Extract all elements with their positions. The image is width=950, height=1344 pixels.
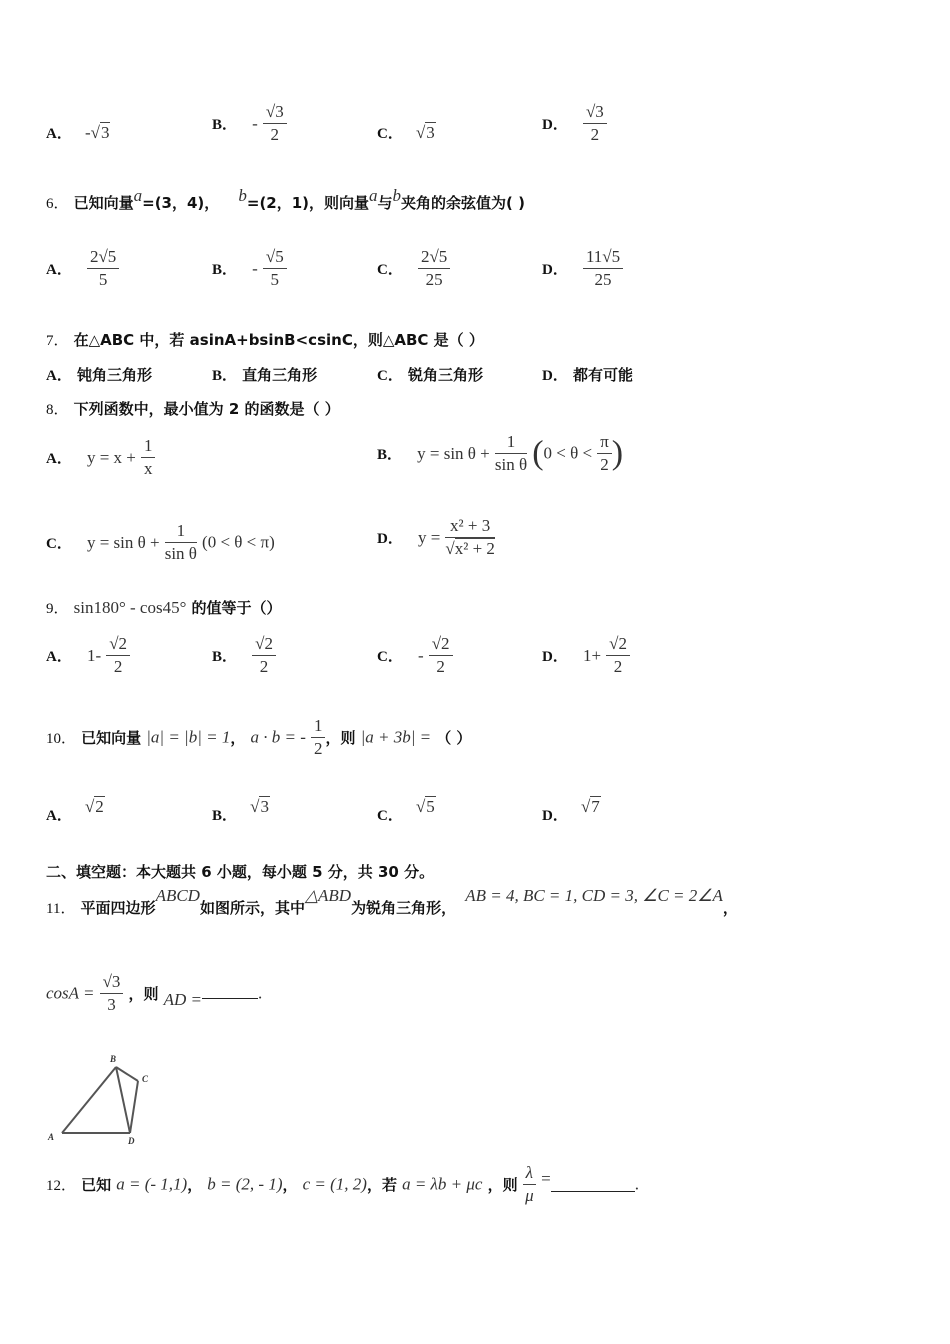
option-label: A． xyxy=(46,368,72,384)
q6-option-c xyxy=(377,247,450,290)
option-label: C． xyxy=(377,649,403,665)
option-label: A． xyxy=(46,808,72,824)
stem-text: 夹角的余弦值为( ) xyxy=(401,194,525,212)
condition: (0 < θ < π) xyxy=(202,532,275,552)
q9-option-b xyxy=(212,634,276,677)
vector-b: b xyxy=(238,186,247,205)
stem-text: 为锐角三角形， xyxy=(351,899,457,917)
condition-1: |a| = |b| = 1 xyxy=(146,727,231,747)
q11-stem xyxy=(46,885,738,917)
fraction: $\frac{√2}{2}$ xyxy=(252,634,276,677)
option-label: D． xyxy=(542,368,568,384)
q8-option-d xyxy=(377,516,495,559)
vector-a: a xyxy=(133,186,143,205)
option-label: A． xyxy=(46,262,72,278)
prefix: - xyxy=(417,645,424,665)
question-number: 12． xyxy=(46,1178,77,1194)
sign: - xyxy=(84,123,91,142)
sqrt: √3 xyxy=(90,123,110,142)
question-number: 7． xyxy=(46,333,69,349)
q6-stem xyxy=(46,186,525,213)
fraction: $\frac{√2}{2}$ xyxy=(429,634,453,677)
fraction: $\frac{1}{\text{sin θ}}$ xyxy=(164,521,197,563)
q10-stem: 10． 已知向量 |a| = |b| = 1， a · b = - $\frac{1}{2}$ ，则 |a + 3b| = （ ） xyxy=(46,716,472,758)
q9-stem xyxy=(46,597,281,618)
stem-text: =(3，4)， xyxy=(142,194,220,212)
q10-option-a xyxy=(46,797,105,825)
q5-option-a xyxy=(46,122,110,143)
option-label: C． xyxy=(377,808,403,824)
answer-blank[interactable] xyxy=(551,1177,635,1192)
vertex-label-a: A xyxy=(48,1132,55,1142)
sqrt: √3 xyxy=(415,123,435,142)
vertex-label-d: D xyxy=(128,1136,135,1146)
q6-option-b xyxy=(212,247,287,290)
option-label: A． xyxy=(46,451,72,467)
sqrt: √3 xyxy=(250,797,269,816)
prefix: 1- xyxy=(86,645,102,665)
q7-option-a xyxy=(46,364,152,385)
question-number: 8． xyxy=(46,402,69,418)
sign: - xyxy=(252,113,258,133)
q7-option-d xyxy=(542,364,633,385)
question-number: 11． xyxy=(46,901,76,917)
fraction: $\frac{√3}{2}$ xyxy=(583,102,607,145)
formula-lhs: y = sin θ + xyxy=(86,532,160,552)
q8-stem xyxy=(46,398,340,419)
edge-ab xyxy=(62,1067,116,1133)
edge-cd xyxy=(130,1081,138,1133)
q10-option-d xyxy=(542,797,601,825)
option-label: B． xyxy=(212,117,238,133)
fraction: $\frac{√3}{2}$ xyxy=(263,102,287,145)
answer-blank[interactable] xyxy=(202,988,258,999)
stem-text: 已知向量 xyxy=(81,729,142,747)
option-label: B． xyxy=(377,447,403,463)
equals: = xyxy=(541,1168,551,1188)
triangle-name: △ABD xyxy=(304,886,352,905)
q5-option-c xyxy=(377,122,436,143)
stem-text: ， xyxy=(187,1176,203,1194)
q12-stem xyxy=(46,1163,639,1206)
option-label: C． xyxy=(377,368,403,384)
stem-text: 已知向量 xyxy=(73,194,134,212)
expression: sin180° - cos45° xyxy=(73,598,187,617)
question-number: 9． xyxy=(46,601,69,617)
relation: a = λb + μc xyxy=(402,1174,483,1194)
stem-text: 的值等于（） xyxy=(191,599,282,617)
stem-text: ，则 xyxy=(128,985,159,1003)
stem-text: ，则 xyxy=(325,729,356,747)
option-label: A． xyxy=(46,126,72,142)
q6-option-d xyxy=(542,247,623,290)
option-label: D． xyxy=(377,531,403,547)
q7-stem xyxy=(46,329,484,350)
vertex-label-c: C xyxy=(142,1074,149,1084)
stem-text: ，则 xyxy=(487,1176,518,1194)
q11-cos xyxy=(46,972,262,1015)
stem-text: 与 xyxy=(377,194,393,212)
q5-option-b xyxy=(212,102,287,145)
question-number: 6． xyxy=(46,196,69,212)
vector-b: b xyxy=(392,186,402,205)
fraction: $\frac{√5}{5}$ xyxy=(263,247,287,290)
q8-option-b: B． y = sin θ + $\frac{1}{\text{sin θ}}$ (0 < θ < $\frac{\pi}{2}$ ) xyxy=(377,432,624,474)
question-target: AD = xyxy=(163,989,202,1009)
sqrt: √7 xyxy=(580,797,600,816)
q9-option-a xyxy=(46,634,130,677)
formula-lhs: y = sin θ + xyxy=(417,443,490,463)
q9-option-c xyxy=(377,634,453,677)
q7-option-c xyxy=(377,364,483,385)
option-label: A． xyxy=(46,649,72,665)
edge-bd xyxy=(116,1067,130,1133)
stem-text: 下列函数中，最小值为 2 的函数是（ ） xyxy=(73,400,340,418)
option-text: 钝角三角形 xyxy=(76,366,152,384)
fraction: $\frac{\lambda}{\mu}$ xyxy=(523,1163,536,1206)
stem-text: ， xyxy=(722,899,738,917)
vector-c-def: c = (1, 2) xyxy=(302,1174,367,1194)
fraction: $\frac{11√5}{25}$ xyxy=(583,247,623,290)
option-label: C． xyxy=(46,536,72,552)
option-label: D． xyxy=(542,117,568,133)
q10-option-b xyxy=(212,797,270,825)
option-text: 都有可能 xyxy=(572,366,633,384)
q8-option-a xyxy=(46,436,155,479)
given-conditions: AB = 4, BC = 1, CD = 3, ∠C = 2∠A xyxy=(465,886,723,905)
formula-lhs: y = xyxy=(417,527,441,547)
q10-option-c xyxy=(377,797,436,825)
option-text: 直角三角形 xyxy=(242,366,318,384)
q7-option-b xyxy=(212,364,317,385)
fraction: $\frac{1}{x}$ xyxy=(141,436,156,479)
condition: 0 < θ < xyxy=(543,443,593,463)
option-label: D． xyxy=(542,808,568,824)
fraction: $\frac{1}{2}$ xyxy=(311,716,326,759)
option-label: D． xyxy=(542,649,568,665)
quadrilateral-figure xyxy=(44,1050,164,1150)
fraction: $\frac{\pi}{2}$ xyxy=(597,432,612,475)
option-label: B． xyxy=(212,649,238,665)
option-label: B． xyxy=(212,368,238,384)
stem-text: 平面四边形 xyxy=(80,899,156,917)
option-label: C． xyxy=(377,262,403,278)
prefix: 1+ xyxy=(582,645,602,665)
condition-2: a · b = - xyxy=(250,727,306,747)
fraction: $\frac{√3}{3}$ xyxy=(100,972,124,1015)
stem-text: ，若 xyxy=(366,1176,397,1194)
stem-text: ， xyxy=(282,1176,298,1194)
fraction: $\frac{1}{\text{sin θ}}$ xyxy=(494,432,528,474)
option-label: B． xyxy=(212,808,238,824)
question-number: 10． xyxy=(46,731,77,747)
stem-text: 如图所示，其中 xyxy=(199,899,305,917)
formula-lhs: y = x + xyxy=(86,447,136,467)
option-label: D． xyxy=(542,262,568,278)
cos-expression: cosA = xyxy=(46,983,95,1003)
q5-option-d xyxy=(542,102,607,145)
option-label: C． xyxy=(377,126,403,142)
vector-a-def: a = (- 1,1) xyxy=(116,1174,188,1194)
vector-a: a xyxy=(369,186,378,205)
sign: - xyxy=(252,258,258,278)
fraction: $\frac{2√5}{25}$ xyxy=(418,247,450,290)
q9-option-d xyxy=(542,634,630,677)
section-heading: 二、填空题：本大题共 6 小题，每小题 5 分，共 30 分。 xyxy=(46,863,435,881)
fraction: $\frac{√2}{2}$ xyxy=(106,634,130,677)
stem-text: =(2，1)，则向量 xyxy=(246,194,370,212)
option-label: B． xyxy=(212,262,238,278)
q8-option-c xyxy=(46,521,275,564)
sqrt: √2 xyxy=(84,797,104,816)
stem-text: 已知 xyxy=(81,1176,112,1194)
fraction: $\frac{√2}{2}$ xyxy=(606,634,630,677)
quadrilateral-name: ABCD xyxy=(155,886,200,905)
sqrt: √5 xyxy=(415,797,435,816)
fraction: $\frac{\text{x² + 3}}{\text{√x² + 2}}$ xyxy=(445,516,495,558)
period: . xyxy=(634,1174,639,1194)
option-text: 锐角三角形 xyxy=(407,366,483,384)
stem-text: 在△ABC 中，若 asinA+bsinB<csinC，则△ABC 是（ ） xyxy=(73,331,484,349)
q6-option-a xyxy=(46,247,119,290)
expression: |a + 3b| = xyxy=(360,727,432,747)
vertex-label-b: B xyxy=(110,1054,117,1064)
vector-b-def: b = (2, - 1) xyxy=(207,1174,283,1194)
stem-text: （ ） xyxy=(436,729,472,747)
fraction: $\frac{2√5}{5}$ xyxy=(87,247,119,290)
period: . xyxy=(258,983,263,1003)
